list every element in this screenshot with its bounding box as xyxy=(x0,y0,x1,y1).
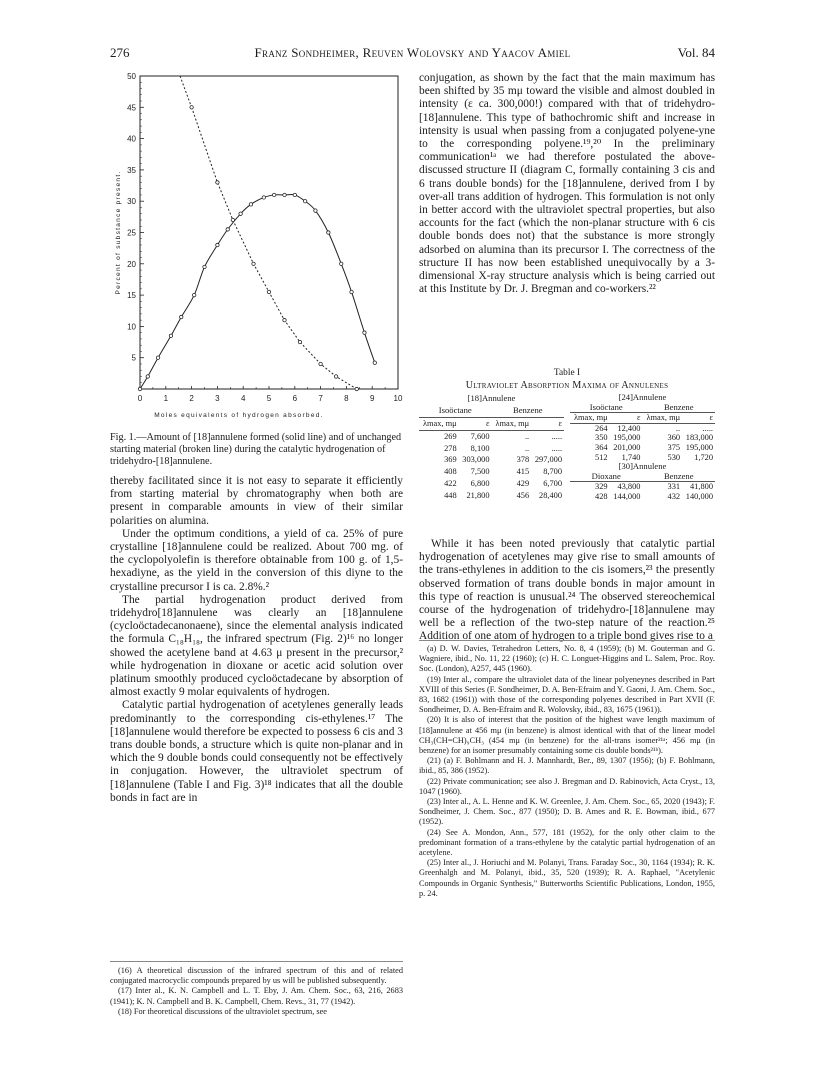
table-cell: 8,700 xyxy=(543,467,563,477)
table-cell: 269 xyxy=(444,431,457,441)
table-cell: 7,600 xyxy=(470,431,490,441)
col-header: λmax, mμ xyxy=(646,413,681,423)
table-row xyxy=(570,482,715,492)
table-cell: 8,100 xyxy=(470,443,490,453)
footnote: (20) It is also of interest that the position of the highest wave length maximum of [18]annulene at 456 mμ (in benzene) is almost identical with that of the linear model CH₃(CH=CH)₉CH₃ (454 mμ (in benzene) for the all-trans isomer²¹ᵃ; 456 mμ (in benzene) for an isomer presumably containing some cis double bonds²¹ᵇ). xyxy=(419,715,715,756)
data-point-solid xyxy=(169,334,172,337)
table-cell: 28,400 xyxy=(539,490,563,500)
table-cell: 369 xyxy=(444,455,457,465)
data-point-broken xyxy=(267,290,270,293)
table-cell: 432 xyxy=(667,491,681,501)
x-tick-label: 1 xyxy=(163,394,169,403)
solvent-heading: Isoöctane xyxy=(419,405,492,417)
table-row xyxy=(419,478,564,490)
volume-label: Vol. 84 xyxy=(677,45,715,60)
data-point-broken xyxy=(216,181,219,184)
table-cell: 331 xyxy=(667,482,681,492)
data-point-solid xyxy=(350,290,353,293)
series-solid-line xyxy=(140,194,375,389)
data-point-broken xyxy=(231,218,234,221)
footnote: (16) A theoretical discussion of the infrared spectrum of this and of related conjugated macrocyclic compounds prepared by us will be published subsequently. xyxy=(110,966,403,986)
table-cell: 1,720 xyxy=(694,452,713,462)
data-point-solid xyxy=(249,203,252,206)
table-cell: 375 xyxy=(667,442,681,452)
data-point-solid xyxy=(156,356,159,359)
table-cell: ..... xyxy=(702,423,713,433)
table-cell: 195,000 xyxy=(685,442,713,452)
footnotes-right xyxy=(419,640,715,899)
y-tick-label: 25 xyxy=(127,228,136,238)
col-header: ε xyxy=(709,413,713,423)
footnote: (22) Private communication; see also J. Bregman and D. Rabinovich, Acta Cryst., 13, 1047 (1960). xyxy=(419,776,715,796)
data-point-broken xyxy=(334,375,337,378)
table-cell: 448 xyxy=(444,490,457,500)
data-point-broken xyxy=(355,387,358,390)
table-1 xyxy=(419,368,715,502)
plot-frame xyxy=(140,76,398,389)
data-point-broken xyxy=(190,106,193,109)
col-header: ε xyxy=(485,418,490,428)
table-row xyxy=(419,466,564,478)
data-point-solid xyxy=(303,200,306,203)
right-column-top xyxy=(419,72,715,296)
table-row xyxy=(570,492,715,502)
footnote: (21) (a) F. Bohlmann and H. J. Mannhardt, Ber., 89, 1307 (1956); (b) F. Bohlmann, ibid., 85, 386 (1952). xyxy=(419,756,715,776)
table-cell: 41,800 xyxy=(689,482,713,492)
table-cell: .. xyxy=(524,443,530,453)
paragraph: Under the optimum conditions, a yield of ca. 25% of pure crystalline [18]annulene could be realized. About 700 mg. of the cyclopolyolefin is therefore obtainable from 100 g. of 1,5-hexadiyne, as the yield in the conversion of this diyne to the crystalline precursor I is ca. 2.8%.² xyxy=(110,527,403,593)
data-point-solid xyxy=(180,315,183,318)
col-header: λmax, mμ xyxy=(495,418,530,428)
table-row xyxy=(419,443,564,455)
data-point-solid xyxy=(146,375,149,378)
y-tick-label: 50 xyxy=(127,72,136,81)
data-point-solid xyxy=(262,196,265,199)
footnote: (17) Inter al., K. N. Campbell and L. T. Eby, J. Am. Chem. Soc., 63, 216, 2683 (1941); K. N. Campbell and B. K. Campbell, Chem. Revs., 31, 77 (1942). xyxy=(110,986,403,1006)
table-cell: 378 xyxy=(516,455,530,465)
x-tick-label: 8 xyxy=(344,394,349,403)
data-point-solid xyxy=(293,193,296,196)
x-axis-label: Moles equivalents of hydrogen absorbed. xyxy=(154,412,324,419)
paragraph: While it has been noted previously that catalytic partial hydrogenation of acetylenes may give rise to small amounts of the trans-ethylenes in addition to the cis isomers,²³ the presently observed formation of trans double bonds in major amount in this type of reaction is unusual.²⁴ The observed stereochemical course of the hydrogenation of tridehydro-[18]annulene may well be a reflection of the two-step nature of the reaction.²⁵ Addition of one atom of hydrogen to a triple bond gives rise to a xyxy=(419,538,715,643)
table-cell: 350 xyxy=(595,433,608,443)
table-row xyxy=(570,443,715,453)
table-row xyxy=(419,490,564,502)
table-cell: 429 xyxy=(516,479,530,489)
x-tick-label: 9 xyxy=(369,394,375,403)
paragraph: thereby facilitated since it is not easy to separate it efficiently from starting material by chromatography when both are present in comparable amounts in view of their similar polarities on alumina. xyxy=(110,475,403,527)
data-point-solid xyxy=(363,331,366,334)
data-point-solid xyxy=(203,265,206,268)
col-header: λmax, mμ xyxy=(573,413,608,423)
table-cell: 195,000 xyxy=(613,433,641,443)
x-tick-label: 5 xyxy=(266,394,272,403)
data-point-solid xyxy=(314,209,317,212)
solvent-heading: Benzene xyxy=(492,405,565,417)
table-cell: 144,000 xyxy=(613,491,641,501)
table-cell: 530 xyxy=(667,452,681,462)
data-point-solid xyxy=(327,231,330,234)
table-cell: 360 xyxy=(667,433,681,443)
footnotes-left xyxy=(110,961,403,1017)
figure-caption: Fig. 1.—Amount of [18]annulene formed (solid line) and of unchanged starting material (broken line) during the catalytic hydrogenation of tridehydro-[18]annulene. xyxy=(110,432,402,467)
footnote: (23) Inter al., A. L. Henne and K. W. Greenlee, J. Am. Chem. Soc., 65, 2020 (1943); F. Sondheimer, J. Chem. Soc., 877 (1950); D. B. Ames and R. E. Bowman, ibid., 677 (1952). xyxy=(419,797,715,827)
y-tick-label: 40 xyxy=(127,134,136,144)
y-tick-label: 20 xyxy=(127,259,136,269)
data-point-broken xyxy=(283,318,286,321)
solvent-heading: Dioxane xyxy=(570,472,643,482)
table-row xyxy=(419,454,564,466)
solvent-heading: Benzene xyxy=(642,403,715,413)
table-cell: 415 xyxy=(516,467,530,477)
table-cell: 408 xyxy=(444,467,457,477)
table-18-annulene xyxy=(419,393,564,502)
table-cell: 201,000 xyxy=(613,442,641,452)
table-cell: 364 xyxy=(595,442,608,452)
table-cell: 278 xyxy=(444,443,457,453)
footnote-rule xyxy=(110,961,403,962)
y-tick-label: 35 xyxy=(127,165,136,175)
data-point-solid xyxy=(226,228,229,231)
table-cell: 329 xyxy=(595,482,608,492)
data-point-broken xyxy=(319,362,322,365)
col-header: ε xyxy=(558,418,563,428)
x-tick-label: 2 xyxy=(189,394,194,403)
running-header xyxy=(110,45,715,63)
table-cell: ..... xyxy=(551,443,563,453)
table-cell: 7,500 xyxy=(470,467,490,477)
col-header: ε xyxy=(636,413,641,423)
footnote: (24) See A. Mondon, Ann., 577, 181 (1952), for the only other claim to the predominant formation of a trans-ethylene by the catalytic partial hydrogenation of an acetylene. xyxy=(419,827,715,858)
footnote: (19) Inter al., compare the ultraviolet data of the linear polyeneynes described in Part XVIII of this Series (F. Sondheimer, D. A. Ben-Efraim and Y. Gaoni, J. Am. Chem. Soc., 83, 1682 (1961)) with those of the corresponding polyenes described in Part XVII (F. Sondheimer, D. A. Ben-Efraim and R. Wolovsky, ibid., 83, 1675 (1961)). xyxy=(419,674,715,715)
footnote: (18) For theoretical discussions of the ultraviolet spectrum, see xyxy=(118,1006,327,1016)
table-cell: 1,740 xyxy=(621,452,641,462)
paragraph: conjugation, as shown by the fact that the main maximum has been shifted by 35 mμ toward the visible and almost doubled in intensity (ε ca. 300,000!) compared with that of tridehydro-[18]annulene. This type of bathochromic shift and increase in intensity is usual when passing from a conjugated polyene-yne to the corresponding polyene.¹⁹,²⁰ In the preliminary communication¹ᵃ we had therefore postulated the above-discussed structure II (diagram C, formally containing 3 cis and 6 trans double bonds) for the [18]annulene, derived from I by over-all trans addition of hydrogen. This formulation is not only in better accord with the ultraviolet spectral properties, but also accounts for the fact (which the non-planar structure with 6 cis double bonds does not) that the substance is more strongly adsorbed on alumina than its precursor I. The correctness of the structure II has now been established unequivocally by a 3-dimensional X-ray structure analysis which is being carried out at this Institute by Dr. J. Bregman and co-workers.²² xyxy=(419,72,715,296)
x-tick-label: 10 xyxy=(393,394,403,403)
series-broken-line xyxy=(192,107,357,389)
table-title: Table I xyxy=(553,368,581,378)
table-cell: 140,000 xyxy=(685,491,713,501)
footnote-rule xyxy=(419,640,715,641)
table-cell: 456 xyxy=(516,490,530,500)
table-cell: 43,800 xyxy=(617,482,641,492)
y-tick-label: 45 xyxy=(127,103,136,113)
data-point-solid xyxy=(272,193,275,196)
table-24-30-annulene xyxy=(570,393,715,502)
data-point-solid xyxy=(239,212,242,215)
footnote: (25) Inter al., J. Horiuchi and M. Polanyi, Trans. Faraday Soc., 30, 1164 (1934); R. K. Greenhalgh and M. Polanyi, ibid., 35, 520 (1939); R. A. Raphael, "Acetylenic Compounds in Organic Synthesis," Butterworths Scientific Publications, London, 1955, p. 24. xyxy=(419,858,715,898)
x-tick-label: 7 xyxy=(318,394,323,403)
table-cell: ..... xyxy=(551,431,563,441)
y-axis-label: Percent of substance present. xyxy=(115,170,122,295)
x-tick-label: 3 xyxy=(215,394,220,403)
table-row xyxy=(570,423,715,433)
right-column-bottom xyxy=(419,538,715,644)
table-cell: .. xyxy=(675,423,681,433)
page-number: 276 xyxy=(110,45,130,60)
table-cell: .. xyxy=(524,431,530,441)
data-point-solid xyxy=(283,193,286,196)
table-cell: 512 xyxy=(595,452,608,462)
group-heading: [30]Annulene xyxy=(618,461,667,472)
paragraph: Catalytic partial hydrogenation of acetylenes generally leads predominantly to the corresponding cis-ethylenes.¹⁷ The [18]annulene would therefore be expected to possess 6 cis and 3 trans double bonds, a structure which is quite non-planar and in which the 9 double bonds could consequently not be effectively in conjugation. However, the ultraviolet spectrum of [18]annulene (Table I and Fig. 3)¹⁸ indicates that all the double bonds in fact are in xyxy=(110,699,403,804)
solvent-heading: Benzene xyxy=(642,472,715,482)
paragraph: The partial hydrogenation product derived from tridehydro[18]annulene was clearly an [18]annulene (cycloöctadecanonaene), since the elemental analysis indicated the formula C₁₈H₁₈, the infrared spectrum (Fig. 2)¹⁶ no longer showed the acetylene band at 4.63 μ present in the precursor,² while hydrogenation in dioxane or acetic acid solution over platinum smoothly produced cycloöctadecane by absorption of almost exactly 9 molar equivalents of hydrogen. xyxy=(110,593,403,699)
data-point-broken xyxy=(298,340,301,343)
table-cell: 183,000 xyxy=(685,433,713,443)
table-cell: 6,700 xyxy=(543,479,563,489)
y-tick-label: 5 xyxy=(131,353,136,363)
data-point-solid xyxy=(192,293,195,296)
data-point-solid xyxy=(138,387,141,390)
group-heading: [24]Annulene xyxy=(618,392,667,402)
table-cell: 303,000 xyxy=(462,455,490,465)
table-cell: 264 xyxy=(595,423,608,433)
footnote: (a) D. W. Davies, Tetrahedron Letters, No. 8, 4 (1959); (b) M. Gouterman and G. Wagniere, ibid., No. 11, 22 (1960); (c) H. C. Longuet-Higgins and L. Salem, Proc. Roy. Soc. (London), A257, 445 (1960). xyxy=(419,644,715,674)
table-cell: 428 xyxy=(595,491,608,501)
series-broken-line xyxy=(180,76,192,107)
figure-1-chart xyxy=(108,62,408,432)
table-row xyxy=(570,433,715,443)
data-point-broken xyxy=(252,262,255,265)
col-header: λmax, mμ xyxy=(422,418,457,428)
table-cell: 297,000 xyxy=(534,455,563,465)
y-tick-label: 10 xyxy=(127,322,136,332)
x-tick-label: 0 xyxy=(137,394,143,403)
data-point-solid xyxy=(216,243,219,246)
table-cell: 422 xyxy=(444,479,457,489)
table-cell: 12,400 xyxy=(617,423,641,433)
y-tick-label: 15 xyxy=(127,291,136,301)
data-point-solid xyxy=(373,361,376,364)
x-tick-label: 6 xyxy=(292,394,298,403)
solvent-heading: Isoöctane xyxy=(570,403,643,413)
table-row xyxy=(419,430,564,442)
table-cell: 21,800 xyxy=(466,490,490,500)
x-tick-label: 4 xyxy=(240,394,246,403)
table-subtitle: Ultraviolet Absorption Maxima of Annulenes xyxy=(465,380,669,391)
table-cell: 6,800 xyxy=(470,479,490,489)
y-tick-label: 30 xyxy=(127,197,136,207)
running-title: Franz Sondheimer, Reuven Wolovsky and Yaacov Amiel xyxy=(254,45,571,60)
data-point-solid xyxy=(340,262,343,265)
left-column xyxy=(110,475,403,805)
group-heading: [18]Annulene xyxy=(467,393,516,404)
